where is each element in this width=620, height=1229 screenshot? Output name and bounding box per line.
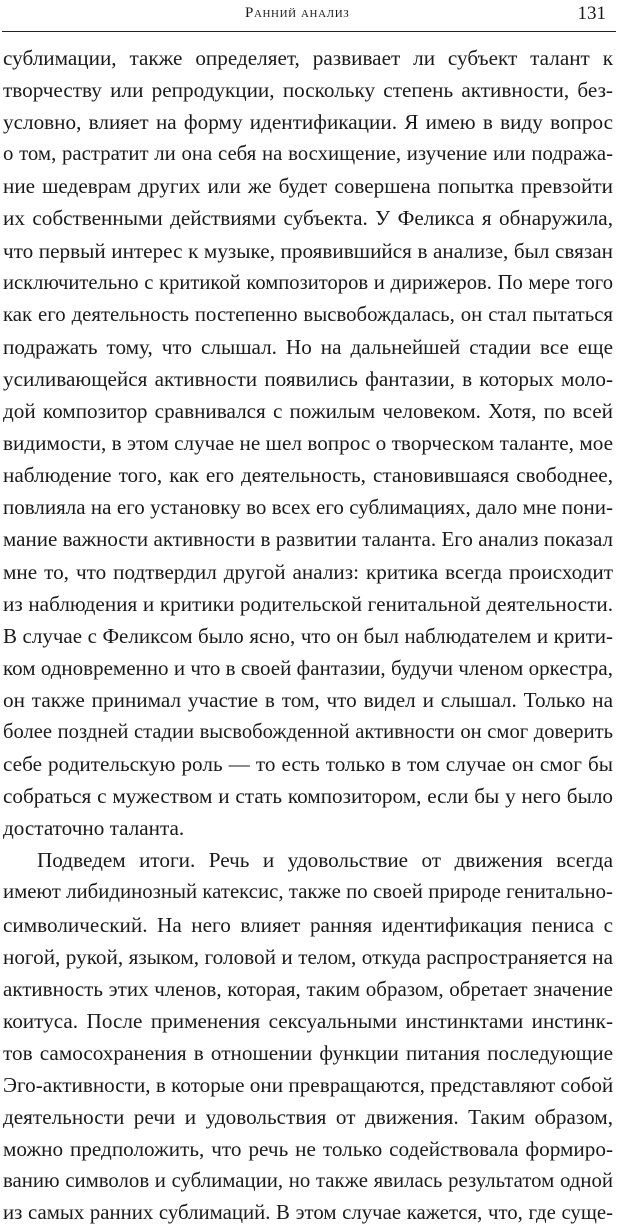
text-line: символический. На него влияет ранняя идентификация пениса с: [3, 912, 613, 937]
text-line: их собственными действиями субъекта. У Феликса я обнаружила,: [3, 206, 613, 231]
text-line: условно, влияет на форму идентификации. Я имею в виду вопрос: [3, 110, 613, 135]
paragraph-2: [3, 844, 613, 1229]
text-line: дой композитор сравнивался с пожилым человеком. Хотя, по всей: [3, 399, 613, 424]
text-line: повлияла на его установку во всех его сублимациях, дало мне пони-: [3, 495, 613, 520]
text-line: тов самосохранения в отношении функции питания последующие: [3, 1040, 613, 1065]
text-line: имеют либидинозный катексис, также по своей природе генитально-: [3, 880, 613, 904]
running-title: Ранний анализ: [245, 5, 350, 21]
text-line: ногой, рукой, языком, головой и телом, откуда распространяется на: [3, 944, 613, 969]
text-line: что первый интерес к музыке, проявившийся в анализе, был связан: [3, 238, 613, 263]
text-line: можно предположить, что речь не только содействовала формиро-: [3, 1137, 613, 1162]
text-line: собраться с мужеством и стать композитором, если бы у него было: [3, 784, 613, 809]
text-line: мне то, что подтвердил другой анализ: критика всегда происходит: [3, 559, 613, 584]
text-line: творчеству или репродукции, поскольку степень активности, без-: [3, 78, 613, 103]
text-line: Подведем итоги. Речь и удовольствие от движения всегда: [37, 848, 613, 873]
page-header: [0, 0, 620, 36]
text-line: видимости, в этом случае не шел вопрос о творческом таланте, мое: [3, 431, 613, 456]
text-line: коитуса. После применения сексуальными инстинктами инстинк-: [3, 1008, 613, 1033]
paragraph-1: [3, 42, 613, 844]
text-line: Эго-активности, в которые они превращаются, представляют собой: [3, 1073, 613, 1097]
text-line: деятельности речи и удовольствия от движения. Таким образом,: [3, 1105, 613, 1130]
text-line: более поздней стадии высвобожденной активности он смог доверить: [3, 720, 613, 743]
text-line: как его деятельность постепенно высвобождалась, он стал пытаться: [3, 302, 613, 326]
text-line: ванию символов и сублимации, но также явилась результатом одной: [3, 1169, 613, 1193]
text-line: себе родительскую роль — то есть только в том случае он смог бы: [3, 752, 613, 777]
header-rule: [2, 31, 616, 32]
text-line: мание важности активности в развитии таланта. Его анализ показал: [3, 527, 613, 552]
text-line: из наблюдения и критики родительской генитальной деятельности.: [3, 591, 613, 616]
text-line: ком одновременно и что в своей фантазии, будучи членом оркестра,: [3, 655, 613, 680]
text-line: исключительно с критикой композиторов и дирижеров. По мере того: [3, 271, 613, 294]
text-line: достаточно таланта.: [3, 816, 185, 841]
text-line: сублимации, также определяет, развивает ли субъект талант к: [3, 46, 613, 70]
text-line: усиливающейся активности появились фантазии, в которых моло-: [3, 366, 613, 391]
text-line: о том, растратит ли она себя на восхищение, изучение или подража-: [3, 142, 613, 166]
text-column: [3, 42, 613, 1229]
text-line: из самых ранних сублимаций. В этом случае кажется, что, где суще-: [3, 1201, 613, 1225]
text-line: активность этих членов, которая, таким образом, обретает значение: [3, 976, 613, 1001]
text-line: он также принимал участие в том, что видел и слышал. Только на: [3, 687, 613, 712]
text-line: ние шедеврам других или же будет совершена попытка превзойти: [3, 174, 613, 199]
text-line: подражать тому, что слышал. Но на дальнейшей стадии все еще: [3, 334, 613, 359]
text-line: В случае с Феликсом было ясно, что он был наблюдателем и крити-: [3, 623, 613, 648]
text-line: наблюдение того, как его деятельность, становившаяся свободнее,: [3, 463, 613, 488]
page-number: 131: [577, 3, 606, 24]
